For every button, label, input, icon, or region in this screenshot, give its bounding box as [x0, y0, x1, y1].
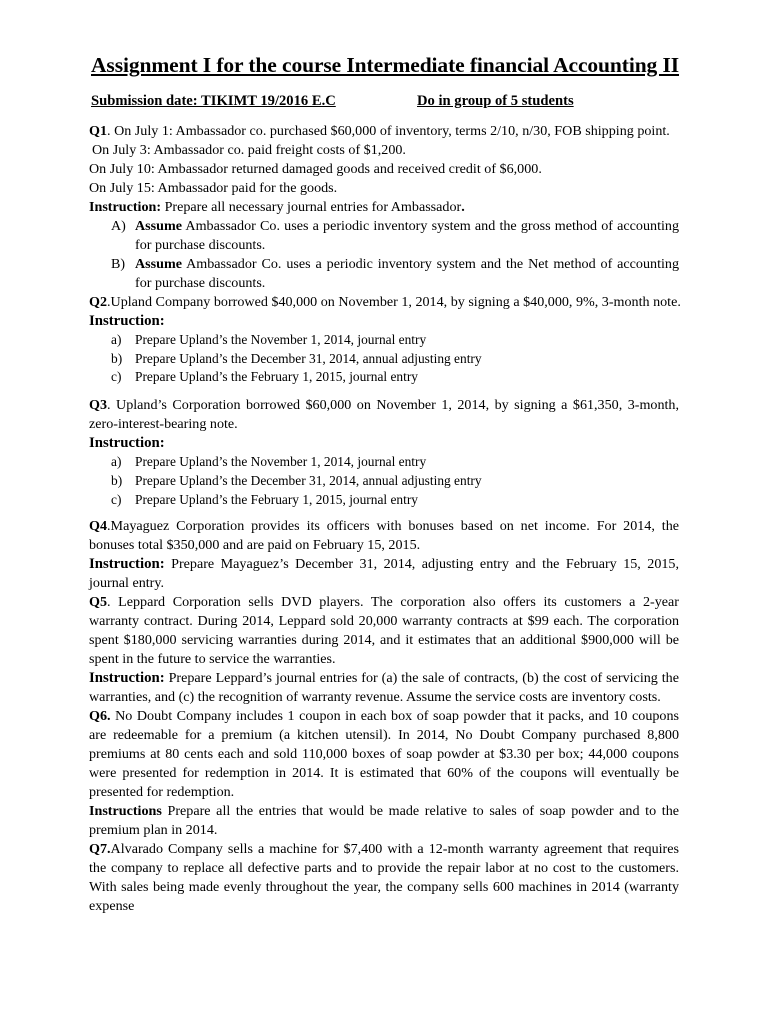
q5-instruction-label: Instruction: [89, 670, 165, 687]
q2-item-a: a) Prepare Upland’s the November 1, 2014, journal entry [111, 332, 427, 347]
q3-item-a: a) Prepare Upland’s the November 1, 2014, journal entry [111, 454, 427, 470]
q1-line-3: On July 10: Ambassador returned damaged goods and received credit of $6,000. [89, 161, 542, 177]
question-3 [89, 396, 679, 509]
q1-line-4: On July 15: Ambassador paid for the goods. [89, 180, 338, 196]
submission-date: Submission date: TIKIMT 19/2016 E.C [91, 93, 336, 109]
q7-text: Q7.Alvarado Company sells a machine for $7,400 with a 12-month warranty agreement that requires the company to replace all defective parts and to provide the repair labor at no cost to the customers. With sales being made evenly throughout the year, the company sells 600 machines in 2014 (warranty expense [89, 841, 679, 915]
q3-text: Q3. Upland’s Corporation borrowed $60,000 on November 1, 2014, by signing a $61,350, 3-month, zero-interest-bearing note. [89, 397, 679, 433]
q2-items [89, 331, 679, 387]
q1-number: Q1 [89, 123, 108, 139]
question-7 [89, 840, 679, 916]
q5-instruction: Instruction: Prepare Leppard’s journal entries for (a) the sale of contracts, (b) the cost of servicing the warranties, and (c) the recognition of warranty revenue. Assume the service costs are inventory costs. [89, 670, 679, 706]
q3-item-b: b) Prepare Upland’s the December 31, 2014, annual adjusting entry [111, 472, 482, 488]
assignment-title: Assignment I for the course Intermediate financial Accounting II [91, 53, 680, 77]
assignment-body [89, 122, 679, 916]
q5-text: Q5. Leppard Corporation sells DVD players. The corporation also offers its customers a 2-year warranty contract. During 2014, Leppard sold 20,000 warranty contracts at $99 each. The corporation spent $180,000 servicing warranties during 2014, and it estimates that an additional $900,000 will be spent in the future to service the warranties. [89, 594, 679, 668]
q2-item-c: c) Prepare Upland’s the February 1, 2015, journal entry [111, 369, 418, 385]
q4-instruction: Instruction: Prepare Mayaguez’s December 31, 2014, adjusting entry and the February 15, 2015, journal entry. [89, 556, 679, 592]
q1-options [89, 217, 679, 293]
q6-text: Q6. No Doubt Company includes 1 coupon in each box of soap powder that it packs, and 10 coupons are redeemable for a premium (a kitchen utensil). In 2014, No Doubt Company purchased 8,800 premiums at 80 cents each and sold 110,000 boxes of soap powder at $3.30 per box; 44,000 coupons were presented for redemption in 2014. It is estimated that 60% of the coupons will eventually be presented for redemption. [89, 708, 679, 801]
q1-option-a: A) Assume Ambassador Co. uses a periodic inventory system and the gross method of accounting for purchase discounts. [111, 218, 679, 253]
q3-instruction-label: Instruction: [89, 435, 165, 452]
q3-item-c: c) Prepare Upland’s the February 1, 2015, journal entry [111, 491, 418, 507]
question-5 [89, 593, 679, 707]
q2-instruction-label: Instruction: [89, 313, 165, 329]
q4-number: Q4 [89, 518, 108, 535]
question-6 [89, 707, 679, 840]
q6-instruction: Instructions Prepare all the entries that would be made relative to sales of soap powder and to the premium plan in 2014. [89, 803, 679, 839]
question-4 [89, 517, 679, 593]
q1-line-2: On July 3: Ambassador co. paid freight costs of $1,200. [92, 142, 406, 158]
q3-items [89, 453, 679, 509]
q6-instruction-label: Instructions [89, 803, 162, 820]
q1-option-b: B) Assume Ambassador Co. uses a periodic inventory system and the Net method of accounting for purchase discounts. [111, 256, 679, 291]
q4-instruction-label: Instruction: [89, 556, 165, 573]
q2-number: Q2 [89, 294, 108, 310]
q1-line-1: Q1. On July 1: Ambassador co. purchased $60,000 of inventory, terms 2/10, n/30, FOB shipping point. [89, 123, 670, 139]
group-note: Do in group of 5 students [417, 93, 574, 109]
q2-text: Q2.Upland Company borrowed $40,000 on November 1, 2014, by signing a $40,000, 9%, 3-month note. [89, 294, 681, 310]
q3-number: Q3 [89, 397, 108, 414]
q4-text: Q4.Mayaguez Corporation provides its officers with bonuses based on net income. For 2014, the bonuses total $350,000 and are paid on February 15, 2015. [89, 518, 679, 554]
q1-instruction: Instruction: Prepare all necessary journal entries for Ambassador. [89, 199, 465, 215]
q7-number: Q7. [89, 841, 111, 858]
q2-item-b: b) Prepare Upland’s the December 31, 2014, annual adjusting entry [111, 350, 482, 366]
question-1 [89, 122, 679, 293]
q6-number: Q6. [89, 708, 111, 725]
q5-number: Q5 [89, 594, 108, 611]
question-2 [89, 293, 679, 387]
q1-instruction-label: Instruction: [89, 199, 162, 215]
